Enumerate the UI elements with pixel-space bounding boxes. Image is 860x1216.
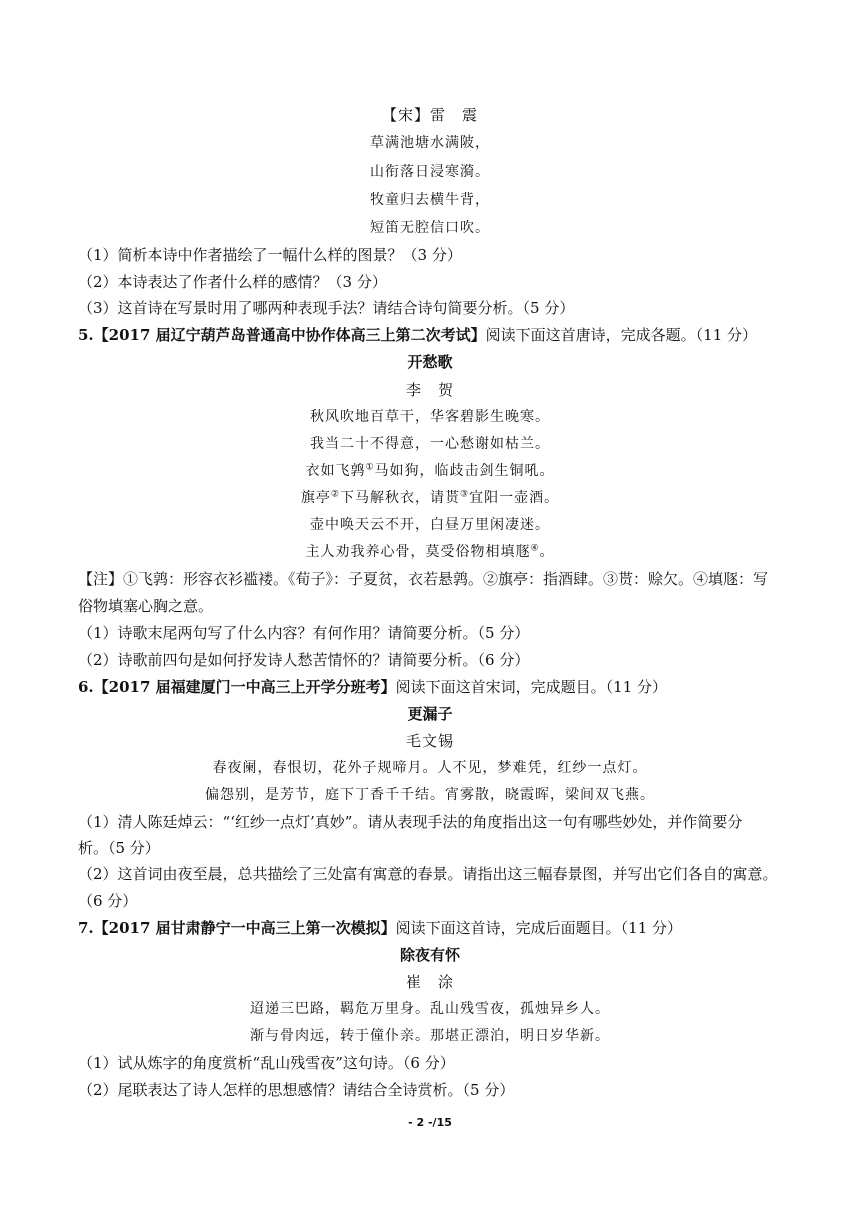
footnote-marker: ② [330,489,340,500]
poem-author: 毛文锡 [405,732,454,750]
question-item: （1）清人陈廷焯云：“‘红纱一点灯’真妙”。请从表现手法的角度指出这一句有哪些妙处，并作简要分 [78,813,743,831]
poem-author: 李 贺 [405,381,454,399]
question-instruction: 阅读下面这首唐诗，完成各题。（11 分） [485,326,758,344]
poem-line: 春夜阑，春恨切，花外子规啼月。人不见，梦难凭，红纱一点灯。 [212,760,648,776]
question-heading [78,677,798,697]
poem-line: 旗亭②下马解秋衣，请贳③宜阳一壶酒。 [300,489,560,506]
question-heading [78,918,798,938]
question-source: 【2017 届福建厦门一中高三上开学分班考】 [93,678,396,696]
question-item-continued: 析。（5 分） [78,839,160,857]
question-item: （1）简析本诗中作者描绘了一幅什么样的图景？（3 分） [78,246,462,264]
poem-line: 渐与骨肉远，转于僮仆亲。那堪正漂泊，明日岁华新。 [250,1028,610,1044]
question-heading [78,325,798,345]
annotation-note: 俗物填塞心胸之意。 [78,597,214,615]
question-number: 6. [78,678,94,696]
poem-line: 壶中唤天云不开，白昼万里闲凄迷。 [310,517,550,533]
question-item: （2）这首词由夜至晨，总共描绘了三处富有寓意的春景。请指出这三幅春景图，并写出它们各自的寓意。 [78,865,778,883]
question-item-continued: （6 分） [78,892,138,910]
poem-title: 更漏子 [407,705,453,723]
poem-line: 秋风吹地百草干，华客碧影生晚寒。 [310,409,550,425]
footnote-marker: ① [365,462,375,473]
question-instruction: 阅读下面这首宋词，完成题目。（11 分） [395,678,668,696]
poem-line: 草满池塘水满陂， [370,135,490,151]
poem-line: 衣如飞鹑①马如狗，临歧击剑生铜吼。 [305,462,555,479]
poem-title: 除夜有怀 [399,946,460,964]
poem-line: 偏怨别，是芳节，庭下丁香千千结。宵雾散，晓霞晖，梁间双飞燕。 [205,787,655,803]
poem-author: 崔 涂 [405,973,454,991]
page-number: - 2 -/15 [408,1116,452,1129]
poem-author-line: 【宋】雷 震 [381,106,478,124]
poem-title: 开愁歌 [407,353,453,371]
question-source: 【2017 届辽宁葫芦岛普通高中协作体高三上第二次考试】 [93,326,486,344]
poem-line: 我当二十不得意，一心愁谢如枯兰。 [310,436,550,452]
poem-line: 牧童归去横牛背， [370,192,490,208]
question-number: 5. [78,326,94,344]
question-number: 7. [78,919,94,937]
footnote-marker: ③ [460,489,470,500]
question-source: 【2017 届甘肃静宁一中高三上第一次模拟】 [93,919,396,937]
question-instruction: 阅读下面这首诗，完成后面题目。（11 分） [395,919,683,937]
question-item: （2）尾联表达了诗人怎样的思想感情？请结合全诗赏析。（5 分） [78,1081,515,1099]
question-item: （1）诗歌末尾两句写了什么内容？有何作用？请简要分析。（5 分） [78,624,530,642]
footnote-marker: ④ [530,543,540,554]
question-item: （3）这首诗在写景时用了哪两种表现手法？请结合诗句简要分析。（5 分） [78,299,575,317]
poem-line: 山衔落日浸寒漪。 [370,164,490,180]
question-item: （2）本诗表达了作者什么样的感情？（3 分） [78,273,387,291]
poem-line: 短笛无腔信口吹。 [370,220,490,236]
question-item: （2）诗歌前四句是如何抒发诗人愁苦情怀的？请简要分析。（6 分） [78,651,530,669]
poem-line: 主人劝我养心骨，莫受俗物相填豗④。 [305,543,555,560]
annotation-note: 【注】①飞鹑：形容衣衫褴褛。《荀子》：子夏贫，衣若悬鹑。②旗亭：指酒肆。③贳：赊欠。④填豗：写 [78,570,769,588]
poem-line: 迢递三巴路，羁危万里身。乱山残雪夜，孤烛异乡人。 [250,1001,610,1017]
question-item: （1）试从炼字的角度赏析“乱山残雪夜”这句诗。（6 分） [78,1054,455,1072]
